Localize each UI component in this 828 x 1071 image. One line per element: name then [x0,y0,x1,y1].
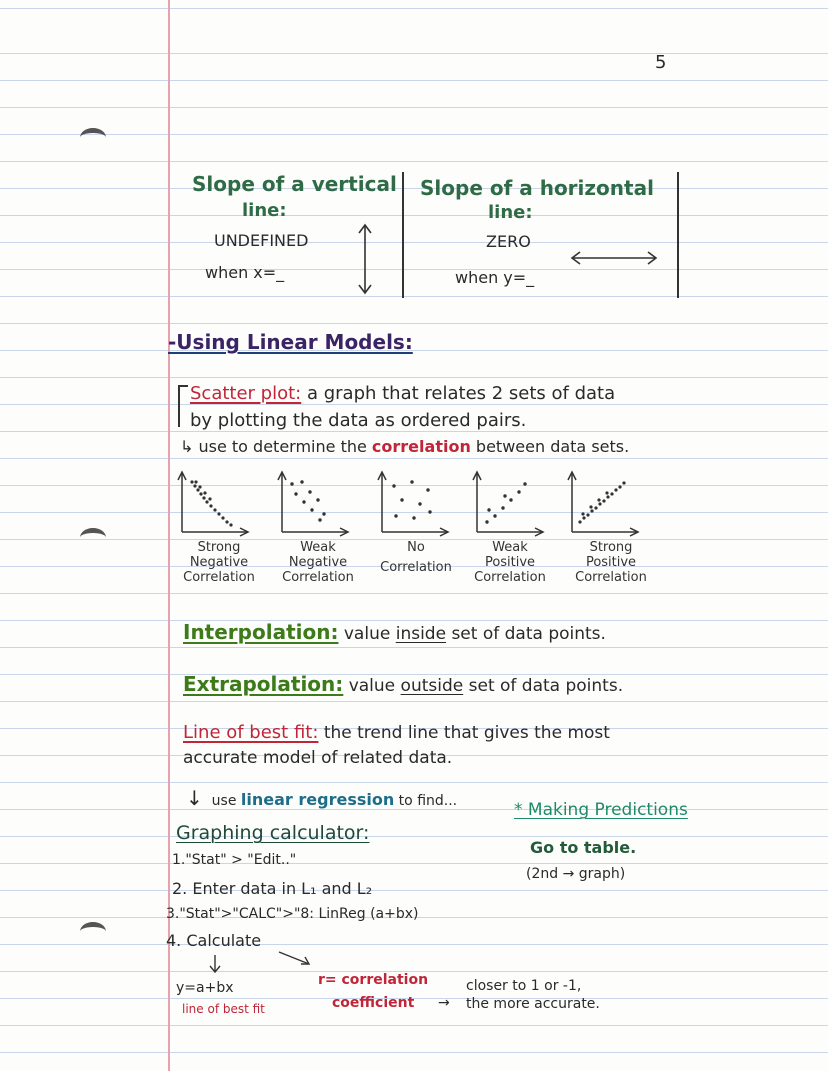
vertical-slope-title: Slope of a vertical [192,172,397,196]
section-title: -Using Linear Models: [168,330,413,354]
calculator-step-3: 3."Stat">"CALC">"8: LinReg (a+bx) [166,906,419,922]
regression-equation: y=a+bx [176,980,234,996]
calculator-step-2: 2. Enter data in L₁ and L₂ [172,879,373,898]
diagonal-arrow-icon [275,948,315,968]
extrapolation-line: Extrapolation: value outside set of data points. [183,672,624,696]
scatter-definition: Scatter plot: a graph that relates 2 sets of data [190,383,616,404]
label-weak-negative: Weak Negative Correlation [282,540,354,585]
turn-arrow-icon: ↳ [180,437,199,456]
vertical-arrow-icon [355,222,375,296]
vertical-slope-when: when x=_ [205,263,285,282]
predictions-line1: Go to table. [530,838,637,857]
extrapolation-term: Extrapolation: [183,672,344,696]
binder-hole [80,922,106,941]
best-fit-line: Line of best fit: the trend line that gives the most [183,722,610,743]
label-no-correlation: No Correlation [380,540,452,575]
label-strong-positive: Strong Positive Correlation [575,540,647,585]
graph-weak-positive [473,472,543,536]
calculator-step-1: 1."Stat" > "Edit.." [172,852,297,868]
calculator-step-4: 4. Calculate [166,931,262,950]
best-fit-line2: accurate model of related data. [183,748,453,768]
r-label-line2: coefficient [332,995,415,1011]
label-weak-positive: Weak Positive Correlation [474,540,546,585]
binder-hole [80,128,106,147]
scatter-definition-line2: by plotting the data as ordered pairs. [190,410,527,431]
scatter-term: Scatter plot: [190,383,302,404]
accuracy-note: closer to 1 or -1, [466,978,582,994]
interpolation-term: Interpolation: [183,620,339,644]
graph-weak-negative [278,472,348,536]
horizontal-slope-title: Slope of a horizontal [420,176,654,200]
down-arrow-icon: ↓ [186,786,203,810]
predictions-line2: (2nd → graph) [526,866,626,882]
label-strong-negative: Strong Negative Correlation [183,540,255,585]
graph-strong-negative [178,472,248,536]
graph-no-correlation [378,472,448,536]
vertical-slope-value: UNDEFINED [214,231,309,250]
correlation-graphs [180,470,660,540]
best-fit-use: ↓ use linear regression to find... [186,786,458,810]
horizontal-slope-title-line2: line: [488,202,533,223]
page-number: 5 [655,52,667,73]
predictions-title: * Making Predictions [514,800,688,820]
horizontal-slope-value: ZERO [486,232,531,251]
binder-hole [80,528,106,547]
equation-label: line of best fit [182,1002,265,1016]
best-fit-term: Line of best fit: [183,722,319,743]
graph-strong-positive [568,472,638,536]
interpolation-line: Interpolation: value inside set of data points. [183,620,606,644]
scatter-use: ↳ use to determine the correlation between data sets. [180,437,630,456]
r-label: r= correlation [318,972,429,988]
bracket [178,385,188,427]
accuracy-note-line2: the more accurate. [466,996,600,1012]
calculator-title: Graphing calculator: [176,822,370,844]
right-arrow-icon: → [438,995,450,1011]
box-right-edge [677,172,679,298]
vertical-slope-title-line2: line: [242,200,287,221]
horizontal-slope-when: when y=_ [455,268,535,287]
small-down-arrow-icon [205,953,225,975]
horizontal-arrow-icon [570,250,660,268]
box-divider [402,172,404,298]
